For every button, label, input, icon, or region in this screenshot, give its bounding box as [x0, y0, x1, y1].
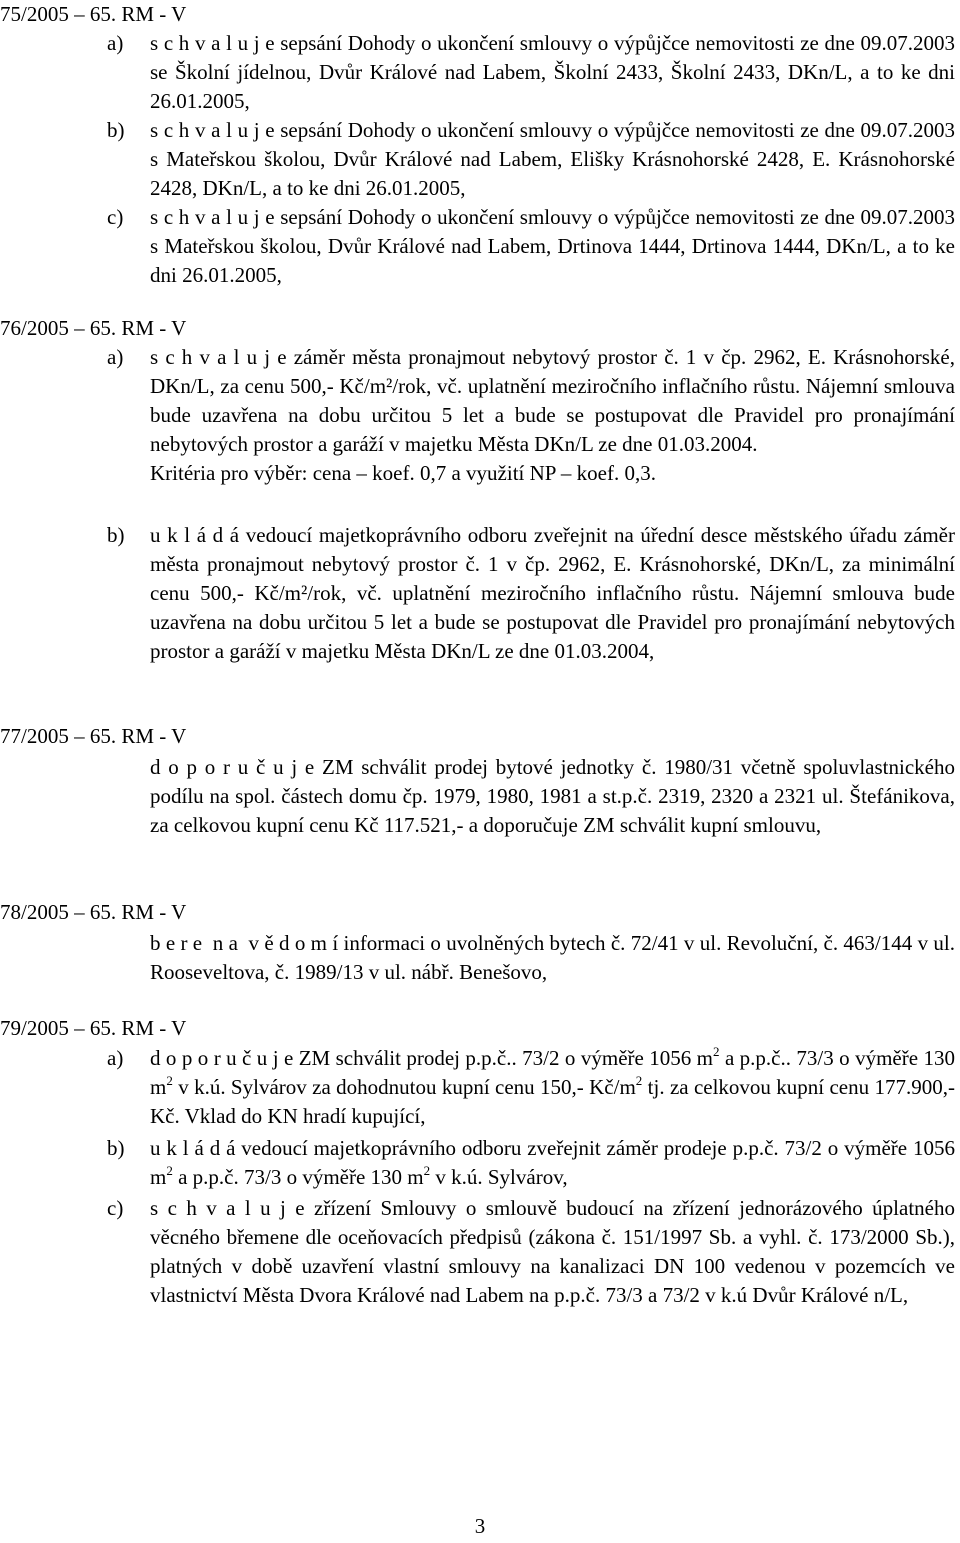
- resolution-text: [150, 753, 955, 840]
- resolution-verb: b e r e n a v ě d o m í: [150, 931, 339, 955]
- item-label: a): [107, 1046, 124, 1070]
- resolution-item-b: [107, 116, 955, 203]
- item-text: [150, 1044, 955, 1131]
- item-label: a): [107, 31, 124, 55]
- item-body-part: vedoucí majetkoprávního odboru zveřejnit záměr prodeje p.p.č. 73/2 o výměře 1056 m: [150, 1136, 955, 1189]
- item-text: [150, 203, 955, 290]
- resolution-header: 77/2005 – 65. RM - V: [0, 724, 187, 748]
- item-verb: s c h v a l u j e: [150, 345, 287, 369]
- resolution-header: 75/2005 – 65. RM - V: [0, 2, 187, 26]
- superscript: 2: [713, 1044, 720, 1059]
- selection-criteria: Kritéria pro výběr: cena – koef. 0,7 a využití NP – koef. 0,3.: [150, 461, 656, 485]
- item-label: c): [107, 1196, 124, 1220]
- resolution-item-a: [107, 343, 955, 488]
- item-label: b): [107, 1136, 125, 1160]
- item-verb: s c h v a l u j e: [150, 205, 275, 229]
- item-label: a): [107, 345, 124, 369]
- resolution-text: [150, 929, 955, 987]
- item-verb: s c h v a l u j e: [150, 1196, 305, 1220]
- item-body-part: a p.p.č. 73/3 o výměře 130 m: [172, 1165, 424, 1189]
- item-text: [150, 521, 955, 666]
- resolution-item-b: [107, 1134, 955, 1192]
- resolution-item-a: [107, 29, 955, 116]
- resolution-item-a: [107, 1044, 955, 1131]
- page-number: 3: [474, 1514, 486, 1538]
- resolution-item-c: [107, 1194, 955, 1310]
- item-text: [150, 343, 955, 459]
- item-text: [150, 116, 955, 203]
- item-verb: s c h v a l u j e: [150, 118, 275, 142]
- item-verb: d o p o r u č u j e: [150, 1046, 294, 1070]
- item-body: sepsání Dohody o ukončení smlouvy o výpůjčce nemovitosti ze dne 09.07.2003 s Mateřskou školou, Dvůr Králové nad Labem, Drtinova 1444, Drtinova 1444, DKn/L, a to ke dni 26.01.2005,: [150, 205, 956, 287]
- superscript: 2: [423, 1163, 431, 1178]
- resolution-header: 78/2005 – 65. RM - V: [0, 900, 187, 924]
- resolution-header: 76/2005 – 65. RM - V: [0, 316, 187, 340]
- item-body: sepsání Dohody o ukončení smlouvy o výpůjčce nemovitosti ze dne 09.07.2003 se Školní jídelnou, Dvůr Králové nad Labem, Školní 2433, Školní 2433, DKn/L, a to ke dni 26.01.2005,: [150, 31, 956, 113]
- resolution-verb: d o p o r u č u j e: [150, 755, 315, 779]
- superscript: 2: [635, 1073, 643, 1088]
- resolution-item-c: [107, 203, 955, 290]
- item-text: [150, 1194, 955, 1310]
- item-body: zřízení Smlouvy o smlouvě budoucí na zřízení jednorázového úplatného věcného břemene dle oceňovacích předpisů (zákona č. 151/1997 Sb. a vyhl. č. 173/2000 Sb.), platných v době uzavření vlastní smlouvy na kanalizaci DN 100 vedenou v pozemcích ve vlastnictví Města Dvora Králové nad Labem na p.p.č. 73/3 a 73/2 v k.ú Dvůr Králové n/L,: [150, 1196, 955, 1307]
- superscript: 2: [166, 1163, 173, 1178]
- item-verb: u k l á d á: [150, 523, 240, 547]
- item-body-part: tj. za celkovou kupní cenu 177.900,- Kč. Vklad do KN hradí kupující,: [150, 1075, 955, 1128]
- item-label: b): [107, 523, 125, 547]
- resolution-item-b: [107, 521, 955, 666]
- item-body-part: ZM schválit prodej p.p.č.. 73/2 o výměře 1056 m: [293, 1046, 714, 1070]
- item-label: b): [107, 118, 125, 142]
- resolution-header: 79/2005 – 65. RM - V: [0, 1016, 187, 1040]
- resolution-body: informaci o uvolněných bytech č. 72/41 v ul. Revoluční, č. 463/144 v ul. Rooseveltova, č. 1989/13 v ul. nábř. Benešovo,: [150, 931, 955, 984]
- item-body-part: v k.ú. Sylvárov,: [430, 1165, 568, 1189]
- item-body-part: v k.ú. Sylvárov za dohodnutou kupní cenu 150,- Kč/m: [172, 1075, 636, 1099]
- item-body: vedoucí majetkoprávního odboru zveřejnit na úřední desce městského úřadu záměr města pronajmout nebytový prostor č. 1 v čp. 2962, E. Krásnohorské, DKn/L, za minimální cenu 500,- Kč/m²/rok, vč. uplatnění meziročního inflačního růstu. Nájemní smlouva bude uzavřena na dobu určitou 5 let a bude se postupovat dle Pravidel pro pronajímání nebytových prostor a garáží v majetku Města DKn/L ze dne 01.03.2004,: [150, 523, 955, 663]
- item-label: c): [107, 205, 124, 229]
- item-body: záměr města pronajmout nebytový prostor č. 1 v čp. 2962, E. Krásnohorské, DKn/L, za cenu 500,- Kč/m²/rok, vč. uplatnění meziročního inflačního růstu. Nájemní smlouva bude uzavřena na dobu určitou 5 let a bude se postupovat dle Pravidel pro pronajímání nebytových prostor a garáží v majetku Města DKn/L ze dne 01.03.2004.: [150, 345, 955, 456]
- item-body-part: a p.p.č.. 73/3 o výměře 130 m: [150, 1046, 955, 1099]
- superscript: 2: [166, 1073, 173, 1088]
- item-text: [150, 29, 955, 116]
- item-text: [150, 1134, 955, 1192]
- item-verb: u k l á d á: [150, 1136, 236, 1160]
- item-verb: s c h v a l u j e: [150, 31, 275, 55]
- item-body: sepsání Dohody o ukončení smlouvy o výpůjčce nemovitosti ze dne 09.07.2003 s Mateřskou školou, Dvůr Králové nad Labem, Elišky Krásnohorské 2428, E. Krásnohorské 2428, DKn/L, a to ke dni 26.01.2005,: [150, 118, 956, 200]
- resolution-body: ZM schválit prodej bytové jednotky č. 1980/31 včetně spoluvlastnického podílu na spol. částech domu čp. 1979, 1980, 1981 a st.p.č. 2319, 2320 a 2321 ul. Štefánikova, za celkovou kupní cenu Kč 117.521,- a doporučuje ZM schválit kupní smlouvu,: [150, 755, 955, 837]
